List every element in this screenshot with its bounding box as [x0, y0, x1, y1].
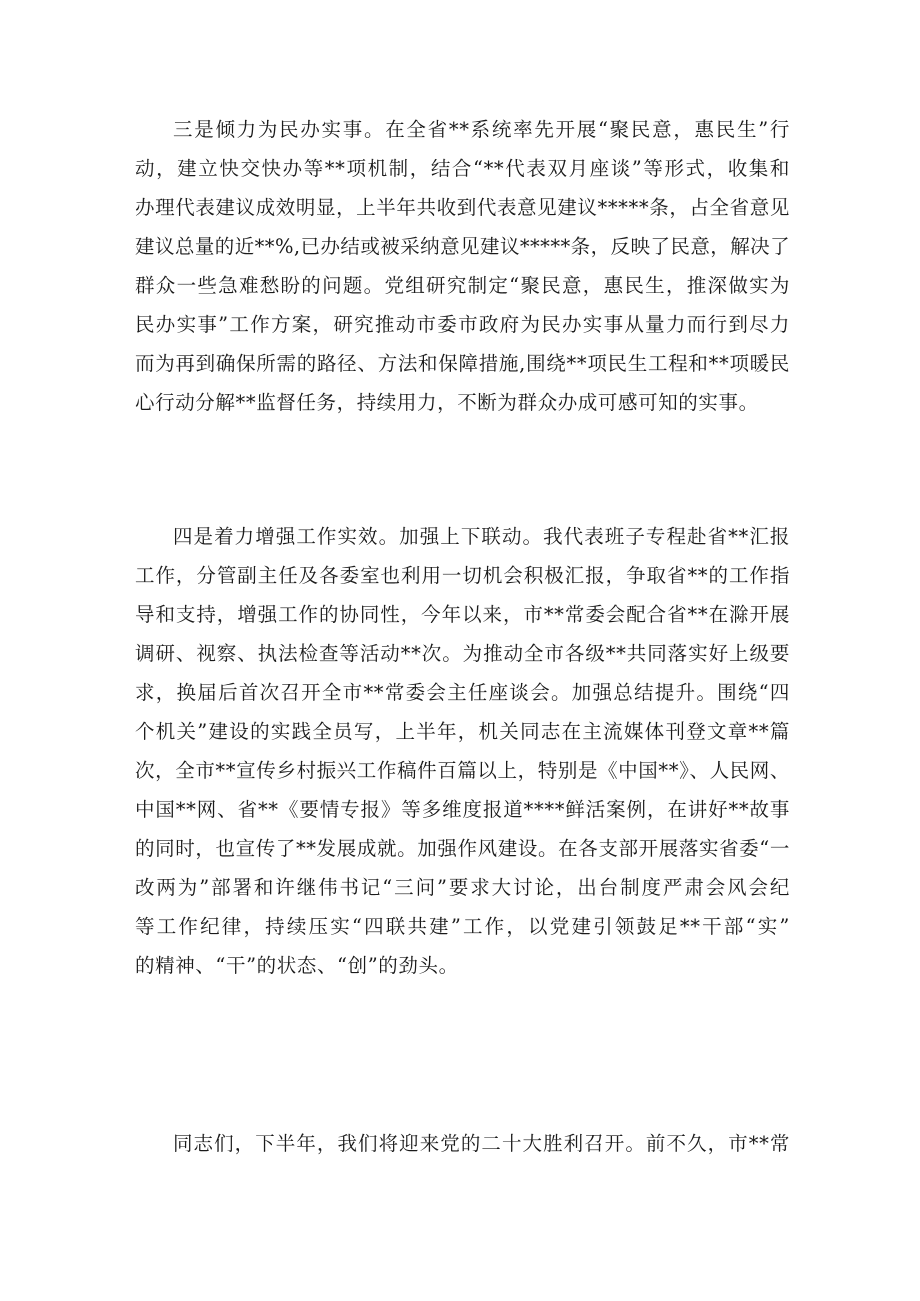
text-line: 群众一些急难愁盼的问题。党组研究制定“聚民意，惠民生，推深做实为: [135, 274, 790, 297]
text-line: 办理代表建议成效明显，上半年共收到代表意见建议*****条，占全省意见: [135, 196, 790, 219]
text-line: 同志们，下半年，我们将迎来党的二十大胜利召开。前不久，市**常: [173, 1132, 790, 1155]
text-line: 三是倾力为民办实事。在全省**系统率先开展“聚民意，惠民生”行: [173, 118, 790, 141]
text-line: 工作，分管副主任及各委室也利用一切机会积极汇报，争取省**的工作指: [135, 564, 790, 587]
text-line: 次，全市**宣传乡村振兴工作稿件百篇以上，特别是《中国**》、人民网、: [135, 759, 790, 782]
text-line: 等工作纪律，持续压实“四联共建”工作，以党建引领鼓足**干部“实”: [135, 915, 790, 938]
paragraph-comrades: [135, 1124, 790, 1163]
text-line: 的同时，也宣传了**发展成就。加强作风建设。在各支部开展落实省委“一: [135, 837, 790, 860]
text-line: 的精神、“干”的状态、“创”的劲头。: [135, 954, 459, 977]
text-line: 改两为”部署和许继伟书记“三问”要求大讨论，出台制度严肃会风会纪: [135, 876, 790, 899]
paragraph-work-effectiveness: [135, 517, 790, 985]
text-line: 心行动分解**监督任务，持续用力，不断为群众办成可感可知的实事。: [135, 391, 759, 414]
text-line: 导和支持，增强工作的协同性，今年以来，市**常委会配合省**在滁开展: [135, 603, 790, 626]
text-line: 中国**网、省**《要情专报》等多维度报道****鲜活案例，在讲好**故事: [135, 798, 790, 821]
text-line: 调研、视察、执法检查等活动**次。为推动全市各级**共同落实好上级要: [135, 642, 790, 665]
text-line: 建议总量的近**%,已办结或被采纳意见建议*****条，反映了民意，解决了: [135, 235, 790, 258]
text-line: 动，建立快交快办等**项机制，结合“**代表双月座谈”等形式，收集和: [135, 157, 790, 180]
paragraph-serve-people: [135, 110, 790, 422]
text-line: 四是着力增强工作实效。加强上下联动。我代表班子专程赴省**汇报: [173, 525, 790, 548]
text-line: 个机关”建设的实践全员写，上半年，机关同志在主流媒体刊登文章**篇: [135, 720, 790, 743]
text-line: 民办实事”工作方案，研究推动市委市政府为民办实事从量力而行到尽力: [135, 313, 790, 336]
text-line: 求，换届后首次召开全市**常委会主任座谈会。加强总结提升。围绕“四: [135, 681, 790, 704]
text-line: 而为再到确保所需的路径、方法和保障措施,围绕**项民生工程和**项暖民: [135, 352, 790, 375]
